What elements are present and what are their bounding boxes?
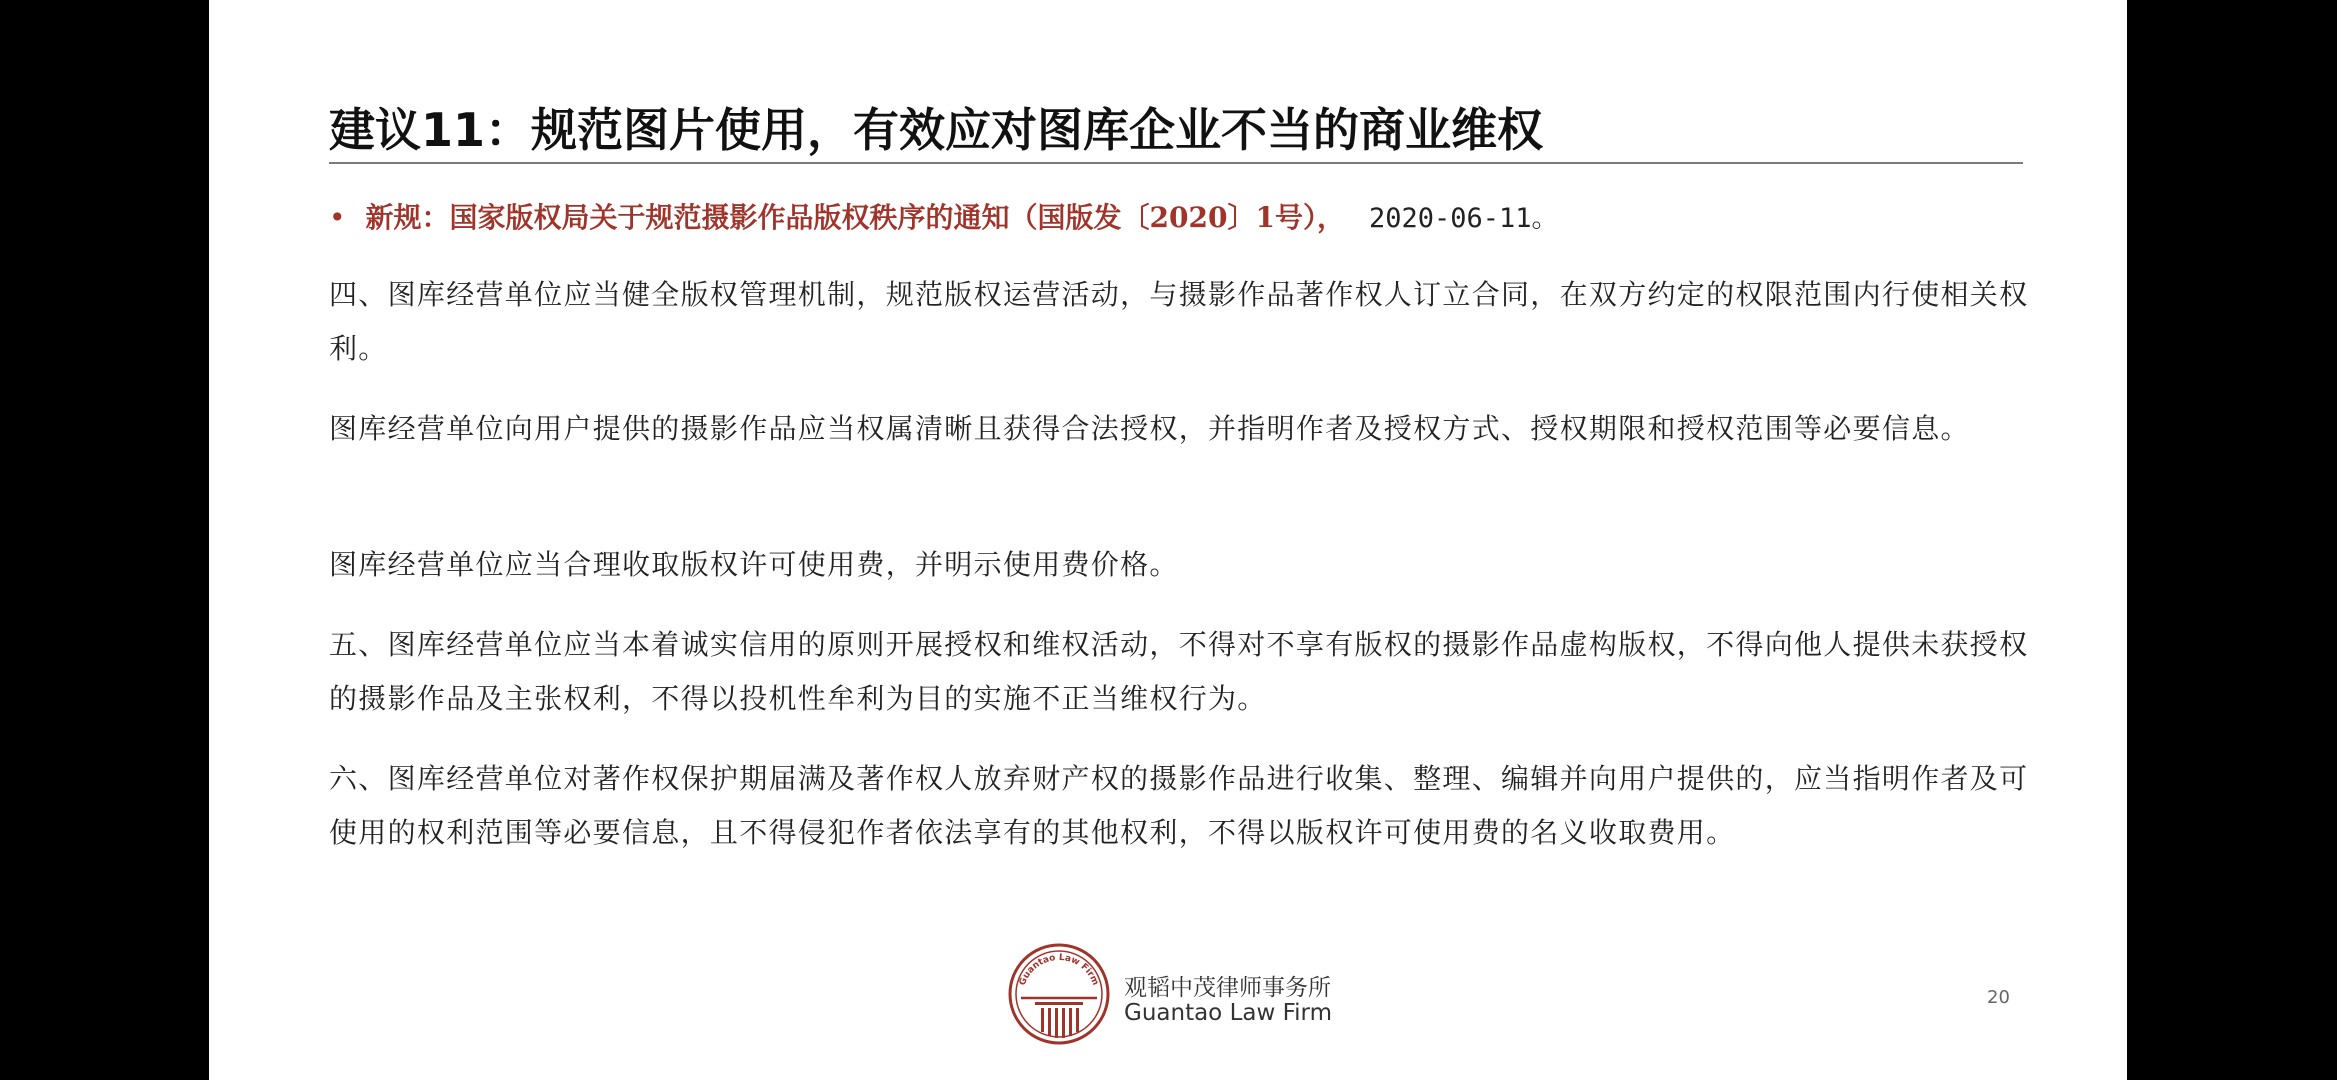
bullet-label: 新规： <box>365 201 450 234</box>
regulation-date: 2020-06-11。 <box>1368 203 1559 234</box>
new-regulation-bullet <box>329 196 1559 236</box>
paragraph-article-4: 四、图库经营单位应当健全版权管理机制，规范版权运营活动，与摄影作品著作权人订立合同，在双方约定的权限范围内行使相关权利。 <box>329 278 2029 365</box>
regulation-source: 国家版权局关于规范摄影作品版权秩序的通知（国版发〔2020〕1号）， <box>449 201 1345 234</box>
logo-arc-text: Guantao Law Firm <box>1017 952 1101 987</box>
firm-name-english: Guantao Law Firm <box>1124 1000 1332 1026</box>
paragraph-license-fee: 图库经营单位应当合理收取版权许可使用费，并明示使用费价格。 <box>329 548 1179 581</box>
guantao-seal-logo-icon <box>1007 942 1111 1046</box>
svg-text:Guantao Law Firm <box>1018 953 1100 987</box>
slide-title: 建议11：规范图片使用，有效应对图库企业不当的商业维权 <box>329 103 1544 157</box>
paragraph-article-6: 六、图库经营单位对著作权保护期届满及著作权人放弃财产权的摄影作品进行收集、整理、编辑并向用户提供的，应当指明作者及可使用的权利范围等必要信息，且不得侵犯作者依法享有的其他权利，不得以版权许可使用费的名义收取费用。 <box>329 762 2029 849</box>
paragraph-article-5: 五、图库经营单位应当本着诚实信用的原则开展授权和维权活动，不得对不享有版权的摄影作品虚构版权，不得向他人提供未获授权的摄影作品及主张权利，不得以投机性牟利为目的实施不正当维权行为。 <box>329 628 2029 715</box>
bullet-marker: • <box>329 201 346 234</box>
paragraph-authorization: 图库经营单位向用户提供的摄影作品应当权属清晰且获得合法授权，并指明作者及授权方式、授权期限和授权范围等必要信息。 <box>329 412 1970 445</box>
page-number: 20 <box>1987 987 2010 1008</box>
title-divider <box>329 162 2023 164</box>
presentation-slide <box>209 0 2127 1080</box>
firm-name-chinese: 观韬中茂律师事务所 <box>1124 975 1331 1001</box>
